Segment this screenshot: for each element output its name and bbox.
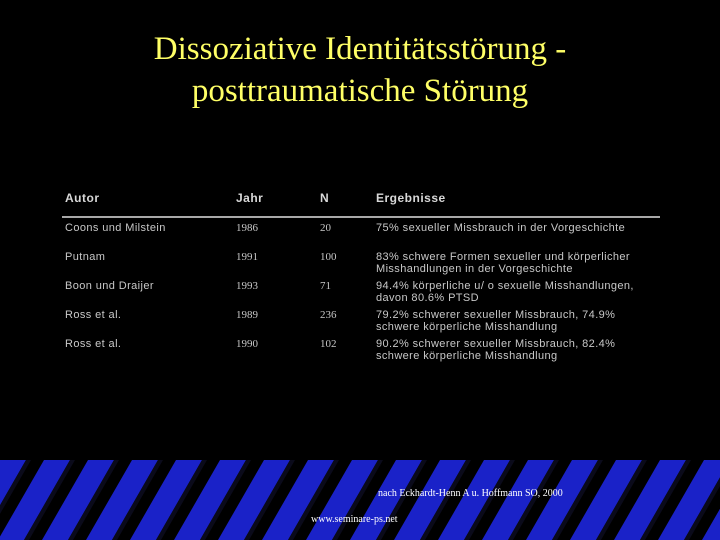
cell-jahr: 1990 [236,338,258,350]
header-autor: Autor [65,191,100,205]
slide-title-line-2: posttraumatische Störung [191,73,529,109]
cell-ergebnisse: 94.4% körperliche u/ o sexuelle Misshandlungen, davon 80.6% PTSD [376,280,634,304]
source-citation: nach Eckhardt-Henn A u. Hoffmann SO, 2000 [378,488,563,499]
cell-n: 20 [320,222,331,234]
footer-url: www.seminare-ps.net [311,514,398,525]
cell-autor: Ross et al. [65,309,122,321]
cell-autor: Ross et al. [65,338,122,350]
cell-autor: Putnam [65,251,106,263]
slide-title [0,28,720,112]
table-row [62,218,660,247]
cell-autor: Coons und Milstein [65,222,166,234]
cell-jahr: 1986 [236,222,258,234]
header-n: N [320,191,330,205]
table-header [62,188,660,218]
results-table [62,188,660,363]
cell-ergebnisse: 79.2% schwerer sexueller Missbrauch, 74.9% schwere körperliche Misshandlung [376,309,616,333]
cell-n: 71 [320,280,331,292]
header-jahr: Jahr [236,191,264,205]
table-row [62,305,660,334]
table-row [62,247,660,276]
cell-ergebnisse: 83% schwere Formen sexueller und körperlicher Misshandlungen in der Vorgeschichte [376,251,630,275]
cell-n: 236 [320,309,337,321]
cell-n: 102 [320,338,337,350]
slide-title-line-1: Dissoziative Identitätsstörung - [153,31,567,67]
cell-jahr: 1991 [236,251,258,263]
table-row [62,276,660,305]
cell-jahr: 1993 [236,280,258,292]
cell-autor: Boon und Draijer [65,280,154,292]
header-ergebnisse: Ergebnisse [376,191,446,205]
cell-jahr: 1989 [236,309,258,321]
cell-ergebnisse: 75% sexueller Missbrauch in der Vorgeschichte [376,222,626,234]
cell-ergebnisse: 90.2% schwerer sexueller Missbrauch, 82.4% schwere körperliche Misshandlung [376,338,616,362]
decorative-stripe-band [0,460,720,540]
cell-n: 100 [320,251,337,263]
table-row [62,334,660,363]
